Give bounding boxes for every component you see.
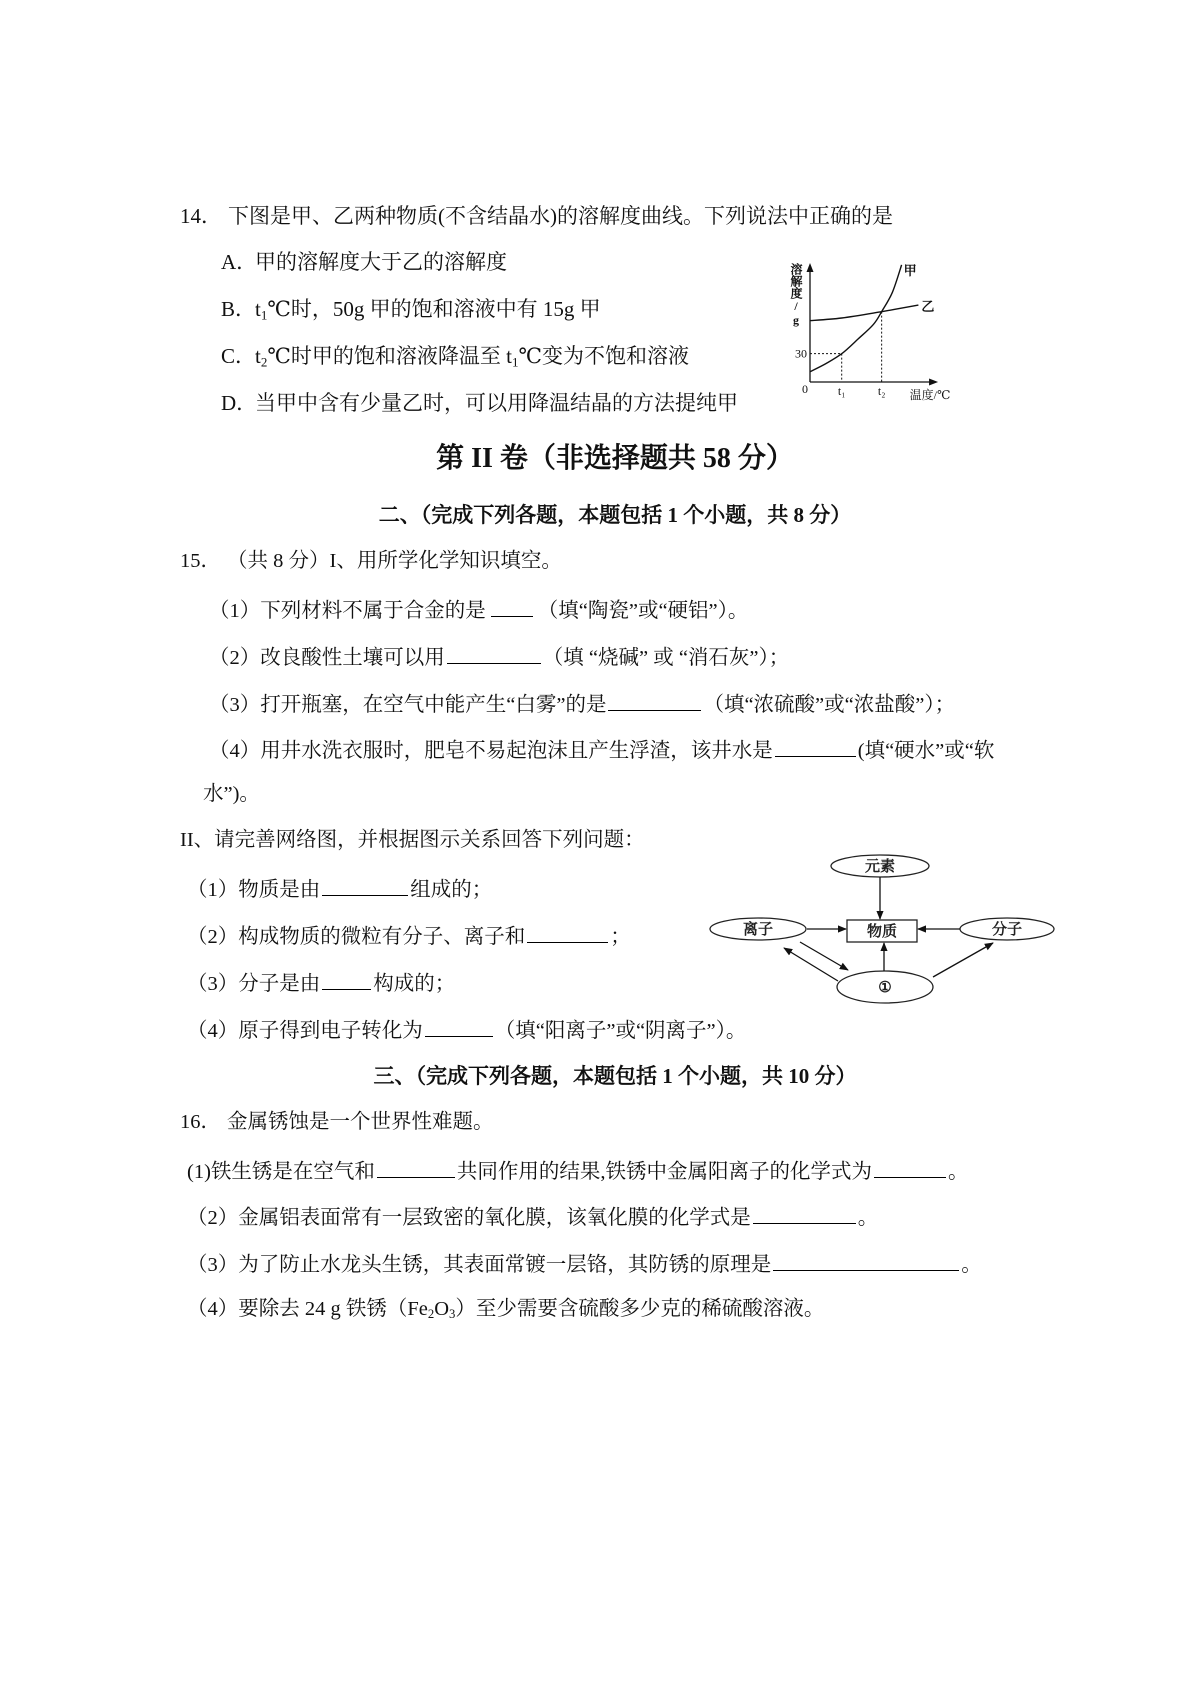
answer-blank: [491, 595, 533, 617]
answer-blank: [447, 642, 541, 664]
item-text: （1）下列材料不属于合金的是: [209, 600, 486, 622]
series-line-1: [810, 305, 918, 321]
q15-part-ii-intro: II、请完善网络图，并根据图示关系回答下列问题：: [180, 829, 645, 851]
item-text: 组成的；: [410, 879, 493, 901]
node-element-label: 元素: [864, 859, 896, 875]
q15-part-ii-item-4: [187, 1015, 746, 1044]
q16-intro-line: [180, 1109, 494, 1135]
option-label: C．: [221, 344, 257, 368]
q14-option-a: [221, 249, 507, 275]
q15-item-3: [209, 689, 955, 718]
option-text: 当甲中含有少量乙时，可以用降温结晶的方法提纯甲: [255, 391, 738, 415]
series-line-0: [810, 265, 902, 372]
q14-option-c: [221, 343, 689, 375]
item-text: （3）为了防止水龙头生锈，其表面常镀一层铬，其防锈的原理是: [187, 1254, 772, 1276]
answer-blank: [773, 1249, 959, 1271]
option-label: D．: [221, 391, 258, 415]
item-text: （填 “烧碱” 或 “消石灰”）；: [542, 647, 790, 669]
item-text: （2）改良酸性土壤可以用: [209, 647, 445, 669]
node-blank-1: [837, 971, 933, 1003]
option-label: A．: [221, 250, 258, 274]
q15-item-4: [209, 735, 994, 764]
option-label: B．: [221, 297, 257, 321]
node-ion: [710, 918, 806, 940]
q15-intro: （共 8 分）I、用所学化学知识填空。: [227, 550, 562, 572]
arrow-ion-to-blank: [800, 942, 848, 970]
item-text: 共同作用的结果,铁锈中金属阳离子的化学式为: [456, 1161, 873, 1183]
item-text: 。: [961, 1254, 982, 1276]
q14-number: 14．: [180, 204, 222, 228]
subscript: 3: [449, 1307, 456, 1322]
node-substance-label: 物质: [866, 924, 898, 940]
option-text-t: t: [255, 344, 261, 368]
item-text: ；: [610, 926, 631, 948]
y-tick-label-30: 30: [795, 346, 807, 361]
item-text: 。: [948, 1161, 969, 1183]
q15-number: 15．: [180, 550, 221, 572]
solubility-chart-svg: [780, 255, 960, 405]
origin-label: 0: [802, 382, 808, 396]
q16-item-2: [187, 1202, 878, 1231]
item-text: (1)铁生锈是在空气和: [187, 1161, 375, 1183]
q15-part-ii-item-3: [187, 968, 455, 997]
item-text: O: [434, 1298, 450, 1320]
x-axis-label: 温度/℃: [909, 388, 951, 402]
item-text: （填“陶瓷”或“硬铝”）。: [537, 600, 749, 622]
answer-blank: [775, 735, 856, 757]
item-text: （3）打开瓶塞，在空气中能产生“白雾”的是: [209, 694, 607, 716]
section2-heading: 二、（完成下列各题，本题包括 1 个小题，共 8 分）: [378, 503, 852, 527]
q14-option-b: [221, 296, 601, 328]
item-text: 构成的；: [373, 973, 456, 995]
q15-item-1: [209, 595, 748, 624]
node-blank-1-label: ①: [878, 980, 892, 996]
item-text: （1）物质是由: [187, 879, 321, 901]
q16-number: 16．: [180, 1111, 221, 1133]
item-text: （4）用井水洗衣服时，肥皂不易起泡沫且产生浮渣，该井水是: [209, 740, 773, 762]
answer-blank: [425, 1015, 493, 1037]
item-text: （2）金属铝表面常有一层致密的氧化膜，该氧化膜的化学式是: [187, 1207, 751, 1229]
q15-intro-line: [180, 548, 562, 574]
part2-title: 第 II 卷（非选择题共 58 分）: [436, 443, 794, 474]
subscript: 2: [427, 1307, 435, 1322]
x-tick-label-t2: t₂: [877, 384, 886, 398]
subscript: 2: [260, 354, 268, 370]
item-text: （填“阳离子”或“阴离子”）。: [494, 1020, 747, 1042]
answer-blank: [874, 1156, 946, 1178]
node-element: [831, 855, 929, 877]
q14-option-d: [221, 390, 738, 416]
item-text: ）至少需要含硫酸多少克的稀硫酸溶液。: [455, 1298, 825, 1320]
answer-blank: [753, 1202, 856, 1224]
subscript: 1: [260, 307, 268, 323]
node-molecule-label: 分子: [991, 922, 1023, 938]
solubility-chart: [780, 255, 960, 405]
item-text: (填“硬水”或“软: [857, 740, 995, 762]
item-text: 。: [857, 1207, 879, 1229]
answer-blank: [527, 921, 608, 943]
item-text: （2）构成物质的微粒有分子、离子和: [187, 926, 526, 948]
item-text: （填“浓硫酸”或“浓盐酸”）；: [703, 694, 956, 716]
q14-stem: 下图是甲、乙两种物质(不含结晶水)的溶解度曲线。下列说法中正确的是: [228, 204, 893, 228]
q16-item-1: [187, 1156, 969, 1185]
node-molecule: [960, 918, 1054, 940]
q15-item-4-continuation: 水”)。: [203, 783, 260, 805]
answer-blank: [322, 968, 371, 990]
answer-blank: [608, 689, 701, 711]
q15-part-ii-item-1: [187, 874, 492, 903]
q15-item-2: [209, 642, 789, 671]
option-text-t: t: [255, 297, 261, 321]
x-tick-label-t1: t₁: [837, 384, 846, 398]
q16-intro: 金属锈蚀是一个世界性难题。: [227, 1111, 494, 1133]
arrow-blank-to-molecule: [933, 943, 993, 977]
series-label-jia: 甲: [903, 262, 917, 278]
item-text: （4）要除去 24 g 铁锈（Fe: [187, 1298, 428, 1320]
q16-item-4: [187, 1296, 824, 1327]
option-text: ℃时，50g 甲的饱和溶液中有 15g 甲: [267, 297, 601, 321]
section3-heading: 三、（完成下列各题，本题包括 1 个小题，共 10 分）: [373, 1064, 857, 1088]
q16-item-3: [187, 1249, 982, 1278]
node-substance: [847, 920, 917, 942]
subscript: 1: [511, 354, 519, 370]
answer-blank: [377, 1156, 455, 1178]
option-text: 甲的溶解度大于乙的溶解度: [255, 250, 507, 274]
q14-stem-line: [180, 203, 893, 229]
q15-part-ii-item-2: [187, 921, 631, 950]
item-text: （4）原子得到电子转化为: [187, 1020, 423, 1042]
y-axis-label: 溶解度/g: [789, 263, 803, 327]
arrow-blank-to-ion: [784, 948, 838, 981]
network-diagram: [700, 848, 1065, 1010]
option-text: ℃变为不饱和溶液: [518, 344, 689, 368]
node-ion-label: 离子: [742, 922, 774, 938]
answer-blank: [322, 874, 408, 896]
option-text: ℃时甲的饱和溶液降温至 t: [267, 344, 512, 368]
item-text: （3）分子是由: [187, 973, 321, 995]
series-label-yi: 乙: [921, 299, 935, 315]
